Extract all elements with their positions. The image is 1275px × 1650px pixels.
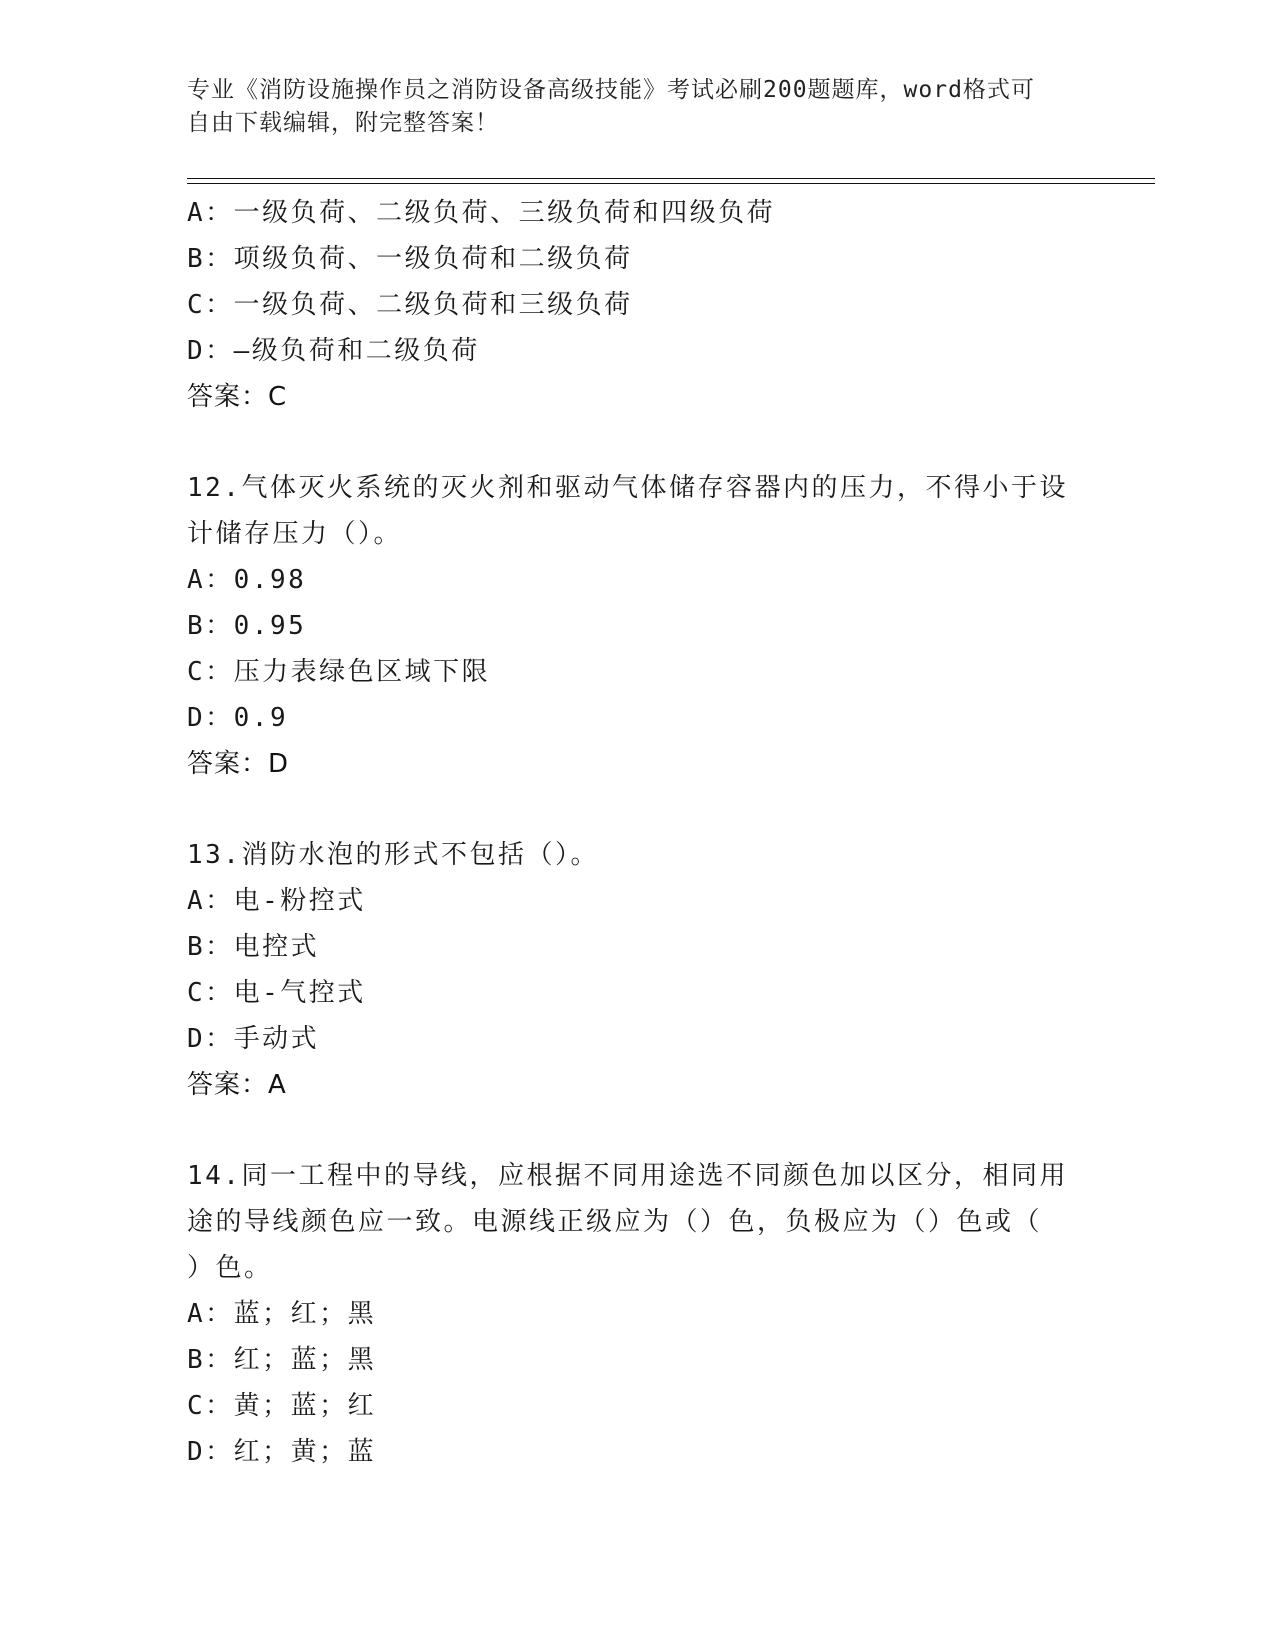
question-list <box>187 190 1087 1475</box>
option-d: D：—级负荷和二级负荷 <box>187 336 480 366</box>
question-11 <box>187 190 1087 420</box>
answer-line: 答案：D <box>187 749 290 779</box>
option-a: A：蓝；红；黑 <box>187 1299 377 1329</box>
header-line-2: 自由下载编辑，附完整答案！ <box>187 110 499 136</box>
option-c: C：电-气控式 <box>187 978 366 1008</box>
question-stem: 途的导线颜色应一致。电源线正级应为（）色，负极应为（）色或（ <box>187 1207 1043 1237</box>
option-a: A：一级负荷、二级负荷、三级负荷和四级负荷 <box>187 198 776 228</box>
option-b: B：电控式 <box>187 932 320 962</box>
question-13 <box>187 832 1087 1108</box>
option-d: D：0.9 <box>187 703 289 733</box>
option-c: C：黄；蓝；红 <box>187 1391 377 1421</box>
question-stem: 14.同一工程中的导线，应根据不同用途选不同颜色加以区分，相同用 <box>187 1161 1068 1191</box>
option-d: D：手动式 <box>187 1024 320 1054</box>
option-b: B：红；蓝；黑 <box>187 1345 377 1375</box>
header-line-1: 专业《消防设施操作员之消防设备高级技能》考试必刷200题题库，word格式可 <box>187 77 1035 103</box>
question-stem: 13.消防水泡的形式不包括（）。 <box>187 840 599 870</box>
question-stem: 12.气体灭火系统的灭火剂和驱动气体储存容器内的压力，不得小于设 <box>187 473 1068 503</box>
header-rule-bottom <box>187 183 1155 184</box>
option-a: A：电-粉控式 <box>187 886 366 916</box>
question-spacer <box>187 1108 1087 1153</box>
option-c: C：一级负荷、二级负荷和三级负荷 <box>187 290 633 320</box>
option-b: B：项级负荷、一级负荷和二级负荷 <box>187 244 633 274</box>
question-spacer <box>187 420 1087 465</box>
option-c: C：压力表绿色区域下限 <box>187 657 491 687</box>
answer-line: 答案：A <box>187 1070 287 1100</box>
header-rule-top <box>187 178 1155 179</box>
question-spacer <box>187 787 1087 832</box>
answer-line: 答案：C <box>187 382 288 412</box>
question-12 <box>187 465 1087 787</box>
question-stem: 计储存压力（）。 <box>187 519 403 549</box>
document-header <box>187 74 1087 140</box>
question-14 <box>187 1153 1087 1475</box>
option-a: A：0.98 <box>187 565 307 595</box>
option-b: B：0.95 <box>187 611 307 641</box>
question-stem: ）色。 <box>187 1253 273 1283</box>
option-d: D：红；黄；蓝 <box>187 1437 377 1467</box>
